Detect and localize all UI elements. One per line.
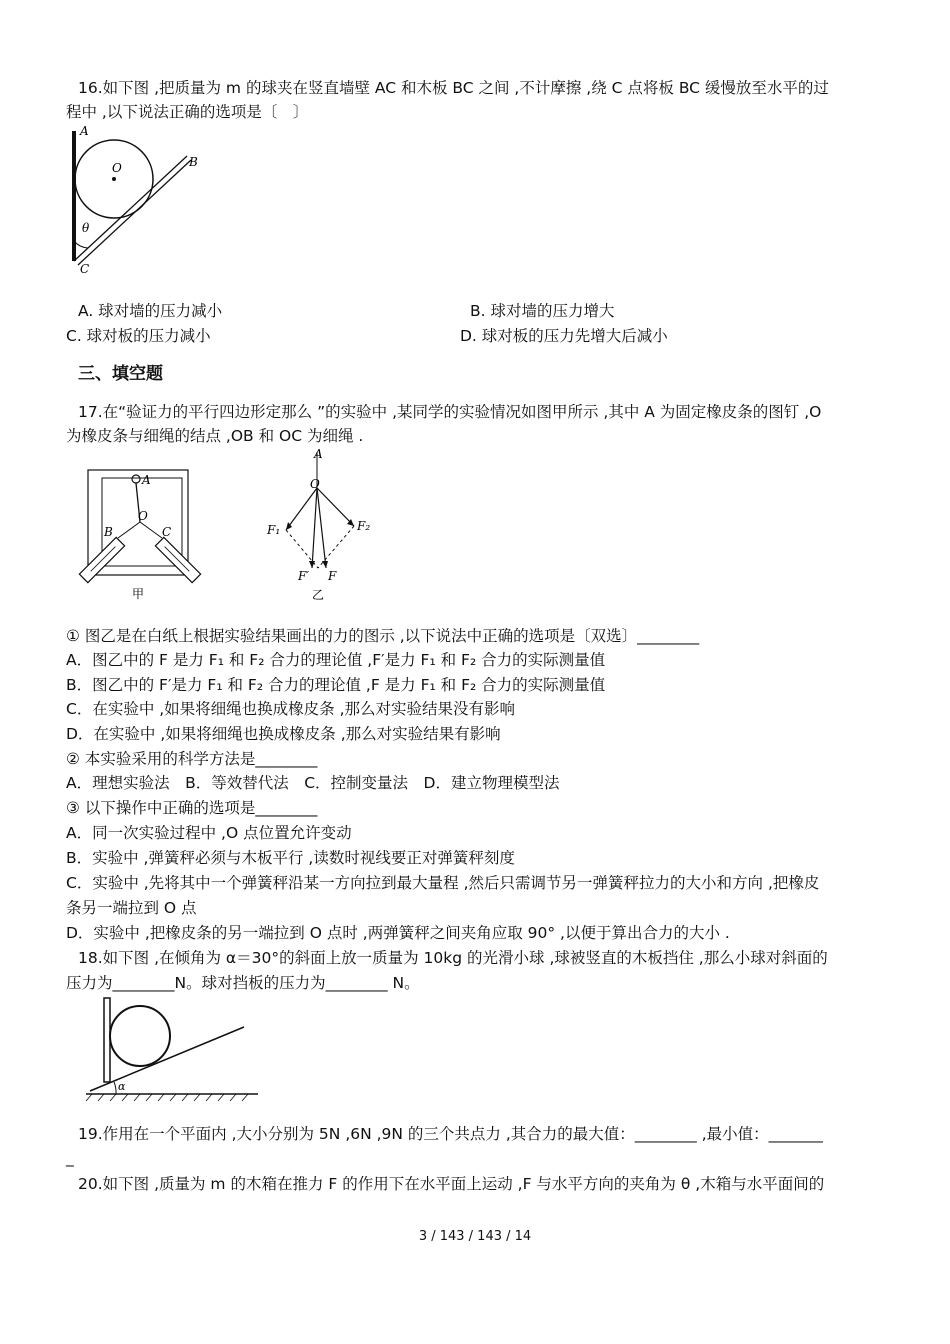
yi-label-f2: F₂ <box>357 519 371 533</box>
label-alpha: α <box>118 1080 126 1093</box>
yi-label-fprime: F′ <box>298 569 310 583</box>
q17-part-3-b: B．实验中 ,弹簧秤必须与木板平行 ,读数时视线要正对弹簧秤刻度 <box>66 849 515 867</box>
q20-line-1: 20.如下图 ,质量为 m 的木箱在推力 F 的作用下在水平面上运动 ,F 与水平方向的夹角为 θ ,木箱与水平面间的 <box>78 1175 825 1193</box>
q17-line-2: 为橡皮条与细绳的结点 ,OB 和 OC 为细绳 . <box>66 427 364 445</box>
q17-part-1-a: A．图乙中的 F 是力 F₁ 和 F₂ 合力的理论值 ,F′是力 F₁ 和 F₂ 合力的实际测量值 <box>66 651 606 669</box>
q17-part-3: ③ 以下操作中正确的选项是________ <box>66 799 318 817</box>
label-c: C <box>80 262 90 276</box>
jia-label-o: O <box>138 509 148 523</box>
q16-line-1: 16.如下图 ,把质量为 m 的球夹在竖直墙壁 AC 和木板 BC 之间 ,不计摩擦 ,绕 C 点将板 BC 缓慢放至水平的过 <box>78 79 829 97</box>
q17-part-3-c-line-1: C．实验中 ,先将其中一个弹簧秤沿某一方向拉到最大量程 ,然后只需调节另一弹簧秤拉力的大小和方向 ,把橡皮 <box>66 874 820 892</box>
ground-hatch <box>86 1094 248 1101</box>
label-a: A <box>80 126 89 138</box>
q19-line-2: _ <box>66 1149 74 1167</box>
incline <box>90 1027 244 1091</box>
section-title: 三、填空题 <box>78 364 163 384</box>
yi-label-f: F <box>328 569 337 583</box>
q16-figure <box>62 126 212 276</box>
q17-part-1: ① 图乙是在白纸上根据实验结果画出的力的图示 ,以下说法中正确的选项是〔双选〕________ <box>66 627 700 645</box>
q17-part-3-a: A．同一次实验过程中 ,O 点位置允许变动 <box>66 824 352 842</box>
yi-caption: 乙 <box>312 588 325 602</box>
q16-option-c: C. 球对板的压力减小 <box>66 327 211 345</box>
q17-part-3-d: D．实验中 ,把橡皮条的另一端拉到 O 点时 ,两弹簧秤之间夹角应取 90° ,以便于算出合力的大小 . <box>66 924 730 942</box>
ball-center <box>112 177 116 181</box>
page-footer: 3 / 143 / 143 / 14 <box>418 1229 532 1244</box>
angle-arc <box>74 241 88 248</box>
q17-part-3-c-line-2: 条另一端拉到 O 点 <box>66 899 197 917</box>
yi-label-f1: F₁ <box>267 523 281 537</box>
jia-label-b: B <box>104 525 113 539</box>
q17-line-1: 17.在“验证力的平行四边形定那么 ”的实验中 ,某同学的实验情况如图甲所示 ,其中 A 为固定橡皮条的图钉 ,O <box>78 403 822 421</box>
yi-label-a: A <box>314 448 323 461</box>
q16-line-2: 程中 ,以下说法正确的选项是〔 〕 <box>66 103 309 121</box>
board-bc <box>74 156 187 261</box>
q17-part-1-b: B．图乙中的 F′是力 F₁ 和 F₂ 合力的理论值 ,F 是力 F₁ 和 F₂ 合力的实际测量值 <box>66 676 606 694</box>
jia-caption: 甲 <box>132 587 145 601</box>
label-o: O <box>112 161 122 175</box>
label-b: B <box>189 155 198 169</box>
q17-figure-jia <box>66 452 216 602</box>
jia-label-a: A <box>142 473 151 487</box>
q18-line-2: 压力为________N。球对挡板的压力为________ N。 <box>66 974 420 992</box>
q16-option-a: A. 球对墙的压力减小 <box>78 302 223 320</box>
jia-label-c: C <box>162 525 172 539</box>
q18-line-1: 18.如下图 ,在倾角为 α＝30°的斜面上放一质量为 10kg 的光滑小球 ,球被竖直的木板挡住 ,那么小球对斜面的 <box>78 949 828 967</box>
q18-figure <box>82 994 262 1104</box>
label-theta: θ <box>82 221 90 235</box>
yi-label-o: O <box>310 477 320 491</box>
q16-option-d: D. 球对板的压力先增大后减小 <box>460 327 668 345</box>
ball <box>110 1006 170 1066</box>
q19-line-1: 19.作用在一个平面内 ,大小分别为 5N ,6N ,9N 的三个共点力 ,其合力的最大值：________ ,最小值：_______ <box>78 1125 823 1143</box>
q17-part-2: ② 本实验采用的科学方法是________ <box>66 750 318 768</box>
q17-part-1-c: C．在实验中 ,如果将细绳也换成橡皮条 ,那么对实验结果没有影响 <box>66 700 516 718</box>
q16-option-b: B. 球对墙的压力增大 <box>470 302 615 320</box>
board <box>104 998 110 1082</box>
q17-part-1-d: D．在实验中 ,如果将细绳也换成橡皮条 ,那么对实验结果有影响 <box>66 725 501 743</box>
q17-figure-yi <box>262 448 382 603</box>
q17-part-2-options: A．理想实验法 B．等效替代法 C．控制变量法 D．建立物理模型法 <box>66 774 560 792</box>
